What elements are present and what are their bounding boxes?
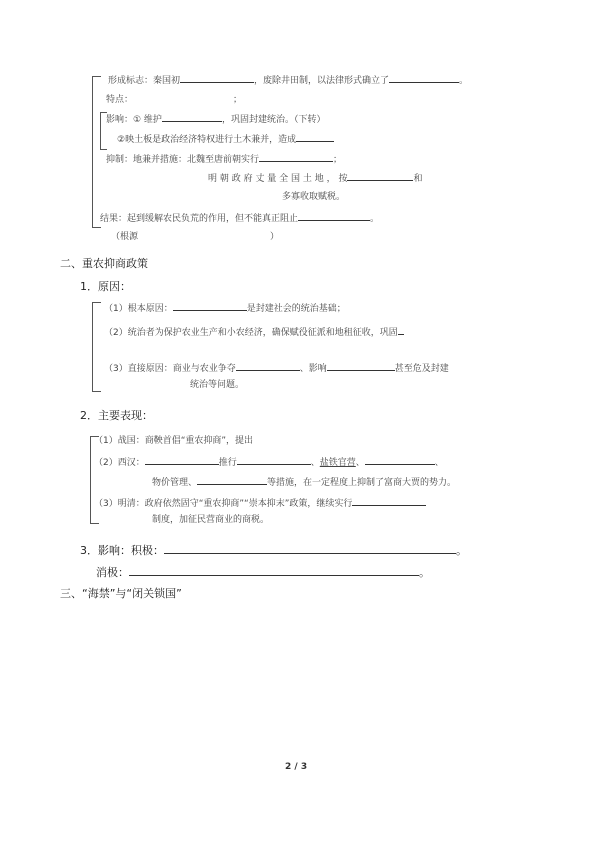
heading-section2: 二、重农抑商政策 <box>60 257 148 270</box>
line-root-cause: （根源 ） <box>111 232 280 242</box>
line-feature: 特点： ； <box>106 95 243 105</box>
page-number: 2 / 3 <box>285 762 308 772</box>
line-formation: 形成标志：秦国初 ，废除井田制，以法律形式确立了 。 <box>108 76 469 86</box>
main-2: （2）西汉： 推行 、盐铁官营、 、 <box>94 458 444 468</box>
heading-section3: 三、“海禁”与“闭关锁国” <box>60 587 182 600</box>
brace-main <box>90 436 99 524</box>
effect-negative: 消极： 。 <box>96 566 430 579</box>
line-ming-survey: 明 朝 政 府 丈 量 全 国 土 地 ， 按 和 <box>208 174 423 184</box>
main-3: （3）明清：政府依然固守“重农抑商”“崇本抑末”政策，继续实行 <box>94 497 426 509</box>
reason-title: 1．原因： <box>80 280 131 293</box>
line-impact-2: ②映土板是政治经济特权进行土木兼并，造成 <box>117 133 334 145</box>
reason-3-cont: 统治等问题。 <box>190 380 245 390</box>
reason-3: （3）直接原因：商业与农业争夺 、影响 甚至危及封建 <box>104 364 449 374</box>
main-title: 2．主要表现： <box>80 409 153 422</box>
brace-section1-outer <box>92 76 101 228</box>
main-3-cont: 制度，加征民营商业的商税。 <box>152 515 270 525</box>
main-1: （1）战国：商鞅首倡“重农抑商”，提出 <box>94 436 254 446</box>
effect-positive: 3．影响：积极： 。 <box>80 544 467 557</box>
line-suppress: 抑制：地兼并措施：北魏至唐前朝实行 ； <box>106 155 343 165</box>
reason-1: （1）根本原因： 是封建社会的统治基础； <box>104 304 346 314</box>
main-2-cont: 物价管理、 等措施，在一定程度上抑制了富商大贾的势力。 <box>152 478 457 488</box>
line-result: 结果：起到缓解农民负荒的作用，但不能真正阻止 。 <box>100 214 380 224</box>
reason-2: （2）统治者为保护农业生产和小农经济，确保赋役征派和地租征收，巩固 <box>104 326 404 338</box>
line-impact-1: 影响：① 维护 ，巩固封建统治。（下转） <box>106 115 326 125</box>
brace-reasons <box>92 302 101 392</box>
line-tax: 多寡收取赋税。 <box>282 192 346 202</box>
